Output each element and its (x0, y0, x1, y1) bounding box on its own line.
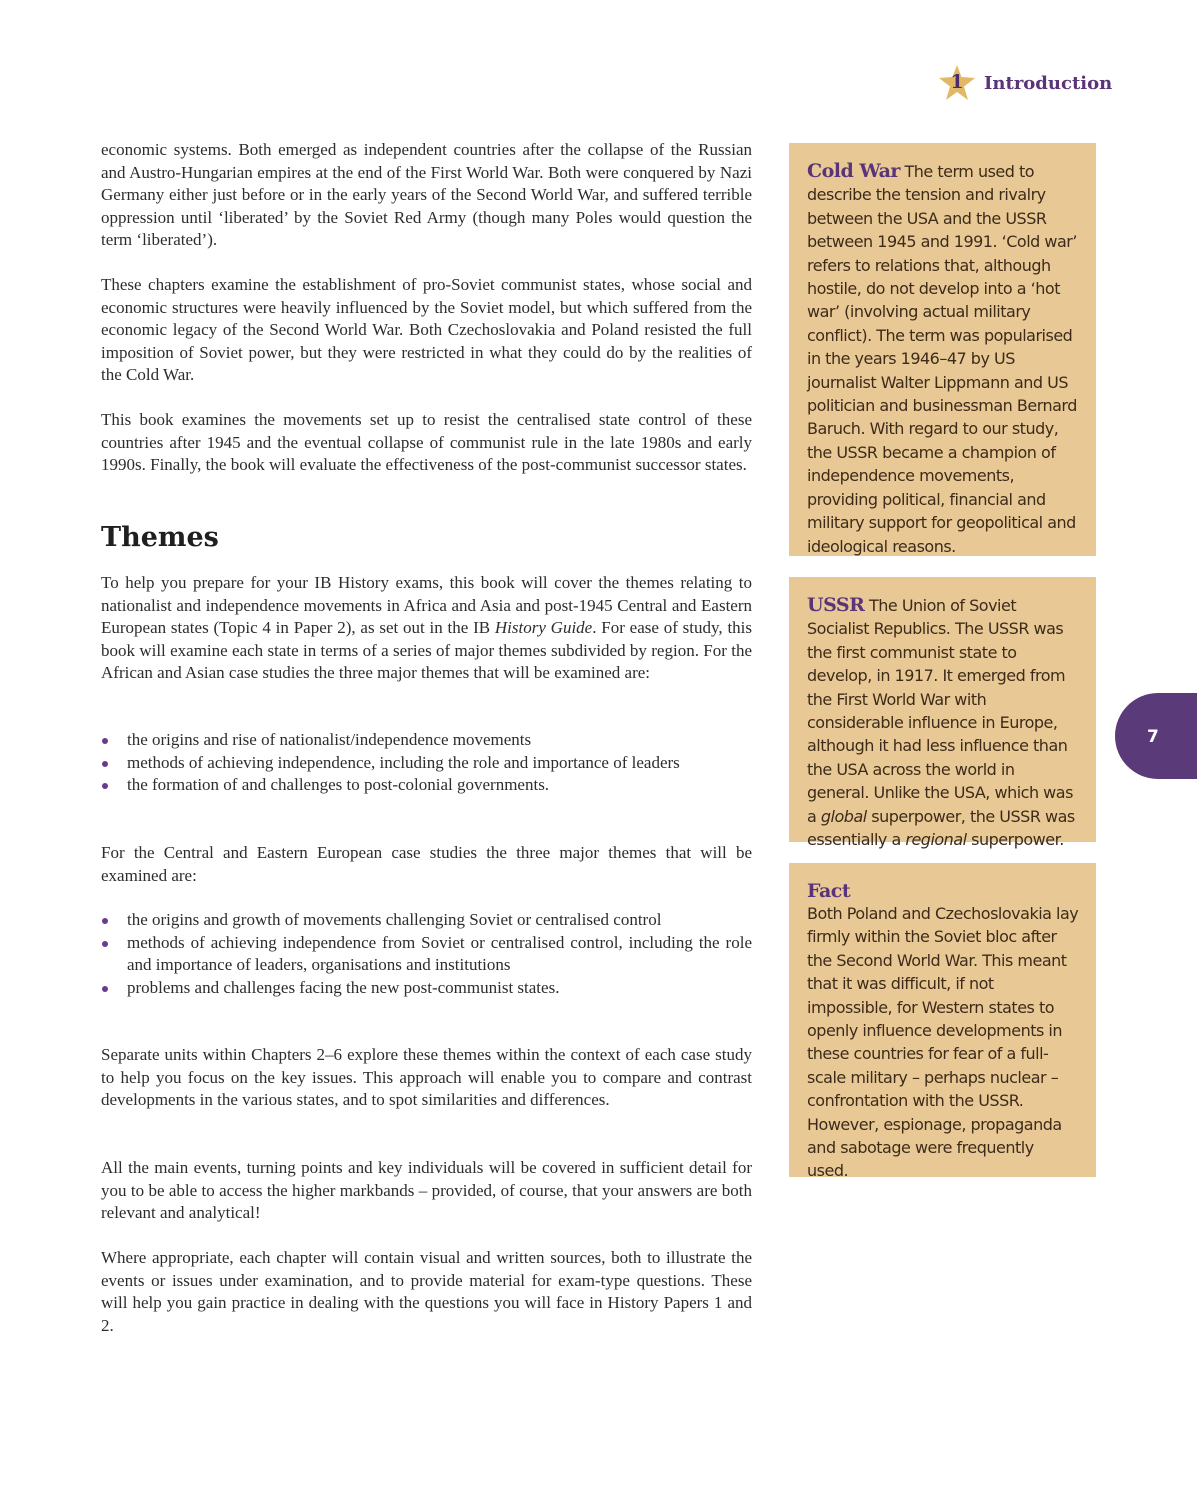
paragraph: economic systems. Both emerged as independent countries after the collapse of the Russian and Austro-Hungarian empires at the end of the First World War. Both were conquered by Nazi Germany either just before or in the early years of the Second World War, and suffered terrible oppression until ‘liberated’ by the Soviet Red Army (though many Poles would question the term ‘liberated’). (101, 140, 752, 249)
paragraph: For the Central and Eastern European case studies the three major themes that will be examined are: (101, 843, 752, 885)
paragraph: Where appropriate, each chapter will contain visual and written sources, both to illustrate the events or issues under examination, and to provide material for exam-type questions. These will help you gain practice in dealing with the questions you will face in History Papers 1 and 2. (101, 1248, 752, 1335)
section-heading: Themes (101, 522, 219, 553)
bullet-list (101, 729, 752, 797)
glossary-term: Cold War (807, 160, 900, 182)
paragraph: Separate units within Chapters 2–6 explore these themes within the context of each case study to help you focus on the key issues. This approach will enable you to compare and contrast developments in the various states, and to spot similarities and differences. (101, 1045, 752, 1109)
fact-title: Fact (807, 880, 851, 902)
chapter-title: Introduction (984, 72, 1113, 94)
paragraph: This book examines the movements set up to resist the centralised state control of these countries after 1945 and the eventual collapse of communist rule in the late 1980s and early 1990s. Finally, the book will evaluate the effectiveness of the post-communist successor states. (101, 410, 752, 474)
glossary-term: USSR (807, 594, 865, 616)
page-number: 7 (1147, 727, 1159, 747)
paragraph: All the main events, turning points and key individuals will be covered in sufficient detail for you to be able to access the higher markbands – provided, of course, that your answers are both relevant and analytical! (101, 1158, 752, 1222)
chapter-number: 1 (950, 71, 964, 93)
list-item: the formation of and challenges to post-colonial governments. (101, 774, 752, 797)
list-item: the origins and rise of nationalist/independence movements (101, 729, 752, 752)
glossary-box-ussr: USSR The Union of Soviet Socialist Republics. The USSR was the first communist state to develop, in 1917. It emerged from the First World War with considerable influence in Europe, although it had less influence than the USA across the world in general. Unlike the USA, which was a global superpower, the USSR was essentially a regional superpower. (789, 577, 1096, 842)
star-icon (938, 64, 976, 102)
paragraph: These chapters examine the establishment of pro-Soviet communist states, whose social and economic structures were heavily influenced by the Soviet model, but which suffered from the economic legacy of the Second World War. Both Czechoslovakia and Poland resisted the full imposition of Soviet power, but they were restricted in what they could do by the realities of the Cold War. (101, 275, 752, 384)
glossary-box-cold-war: Cold War The term used to describe the tension and rivalry between the USA and the USSR between 1945 and 1991. ‘Cold war’ refers to relations that, although hostile, do not develop into a ‘hot war’ (involving actual military conflict). The term was popularised in the years 1946–47 by US journalist Walter Lippmann and US politician and businessman Bernard Baruch. With regard to our study, the USSR became a champion of independence movements, providing political, financial and military support for geopolitical and ideological reasons. (789, 143, 1096, 556)
list-item: methods of achieving independence from Soviet or centralised control, including the role and importance of leaders, organisations and institutions (101, 932, 752, 977)
list-item: methods of achieving independence, including the role and importance of leaders (101, 752, 752, 775)
list-item: the origins and growth of movements challenging Soviet or centralised control (101, 909, 752, 932)
chapter-header (938, 64, 1112, 102)
list-item: problems and challenges facing the new post-communist states. (101, 977, 752, 1000)
page-number-tab (1115, 693, 1197, 779)
fact-box: Fact Both Poland and Czechoslovakia lay firmly within the Soviet bloc after the Second World War. This meant that it was difficult, if not impossible, for Western states to openly influence developments in these countries for fear of a full-scale military – perhaps nuclear – confrontation with the USSR. However, espionage, propaganda and sabotage were frequently used. (789, 863, 1096, 1177)
paragraph: To help you prepare for your IB History exams, this book will cover the themes relating to nationalist and independence movements in Africa and Asia and post-1945 Central and Eastern European states (Topic 4 in Paper 2), as set out in the IB History Guide. For ease of study, this book will examine each state in terms of a series of major themes subdivided by region. For the African and Asian case studies the three major themes that will be examined are: (101, 573, 753, 682)
bullet-list (101, 909, 752, 999)
